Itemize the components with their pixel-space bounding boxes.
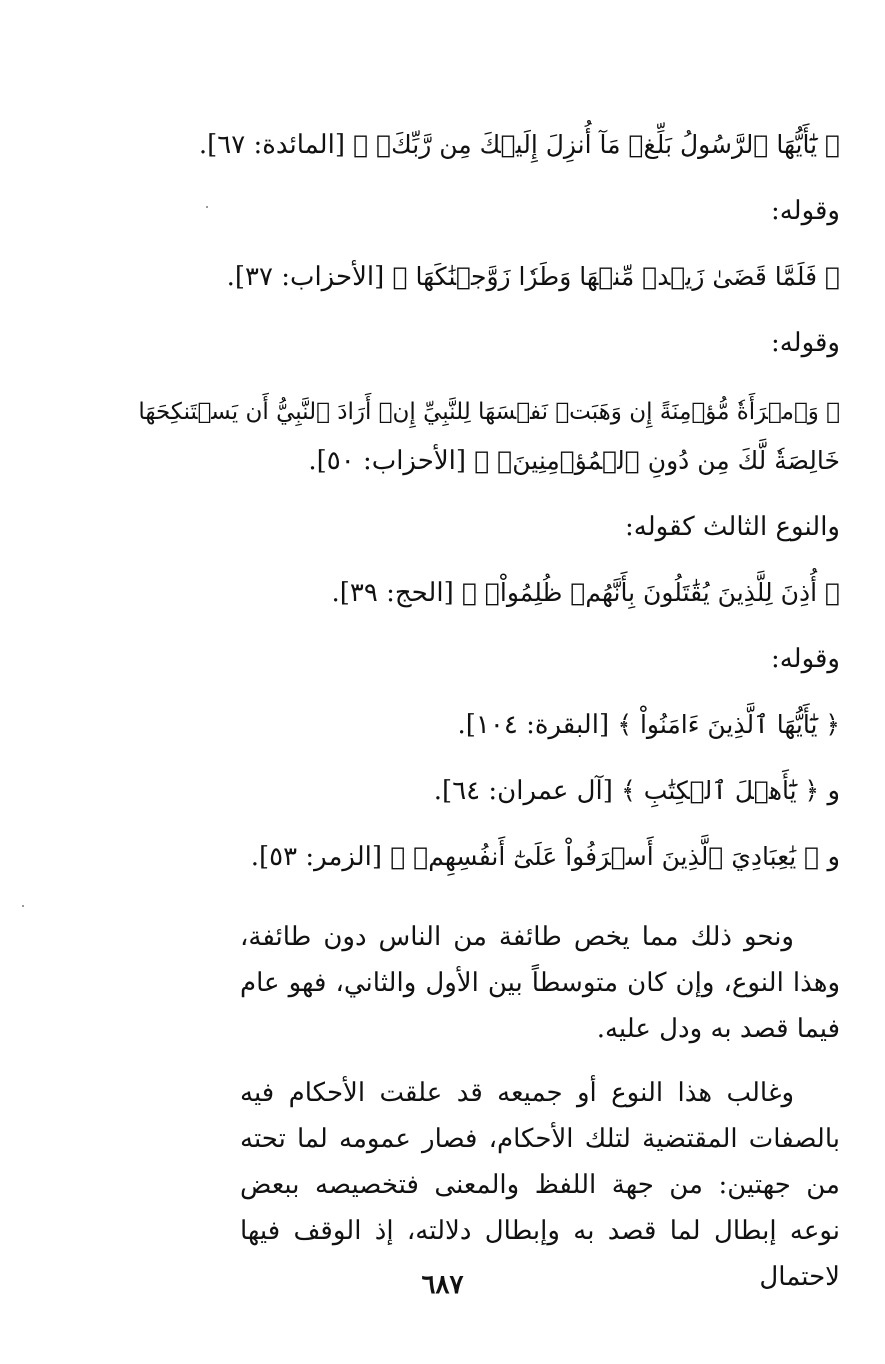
- verse-reference: [الأحزاب: ٥٠].: [308, 446, 467, 476]
- verse-reference: [المائدة: ٦٧].: [198, 130, 345, 160]
- line-text: وقوله:: [770, 644, 840, 674]
- verse-line-8: [240, 560, 840, 626]
- verse-line-6: [240, 436, 840, 486]
- text-line-4: [240, 310, 840, 376]
- quran-verse: ﴿ يَٰٓأَيُّهَا ٱلرَّسُولُ بَلِّغۡ مَآ أُنزِلَ إِلَيۡكَ مِن رَّبِّكَۖ ﴾: [353, 130, 840, 159]
- verse-line-12: [240, 824, 840, 890]
- verse-line-10: [240, 692, 840, 758]
- page-body: [138, 112, 840, 1300]
- quran-verse: ﴿ أُذِنَ لِلَّذِينَ يُقَٰتَلُونَ بِأَنَّهُمۡ ظُلِمُواْۚ ﴾: [461, 578, 840, 607]
- quran-verse: خَالِصَةٗ لَّكَ مِن دُونِ ٱلۡمُؤۡمِنِينَۗ ﴾: [474, 446, 840, 475]
- paragraph-1: [240, 914, 840, 1052]
- text-line-7: [240, 494, 840, 560]
- quran-verse: ﴿ يَٰٓأَيُّهَا ٱلَّذِينَ ءَامَنُواْ ﴾: [617, 710, 840, 739]
- text-line-9: [240, 626, 840, 692]
- paragraph-2: [240, 1070, 840, 1300]
- verse-line-3: [226, 244, 840, 310]
- scan-speck: [206, 206, 208, 208]
- verse-reference: [الأحزاب: ٣٧].: [226, 262, 385, 292]
- quran-verse: ﴿ يَٰعِبَادِيَ ٱلَّذِينَ أَسۡرَفُواْ عَلَىٰٓ أَنفُسِهِمۡ ﴾: [390, 842, 820, 871]
- verse-line-11: [240, 758, 840, 824]
- verse-reference: [الزمر: ٥٣].: [250, 842, 383, 872]
- line-text: وقوله:: [770, 328, 840, 358]
- line-text: وقوله:: [770, 196, 840, 226]
- paragraph-text: ونحو ذلك مما يخص طائفة من الناس دون طائفة، وهذا النوع، وإن كان متوسطاً بين الأول والثاني، فهو عام فيما قصد به ودل عليه.: [240, 922, 840, 1044]
- verse-reference: [البقرة: ١٠٤].: [457, 710, 610, 740]
- verse-reference: [آل عمران: ٦٤].: [433, 776, 613, 806]
- page-number: ٦٨٧: [421, 1270, 464, 1300]
- quran-verse: ﴿ فَلَمَّا قَضَىٰ زَيۡدٞ مِّنۡهَا وَطَرٗا زَوَّجۡنَٰكَهَا ﴾: [392, 262, 840, 291]
- quran-verse: ﴿ وَٱمۡرَأَةٗ مُّؤۡمِنَةً إِن وَهَبَتۡ نَفۡسَهَا لِلنَّبِيِّ إِنۡ أَرَادَ ٱلنَّبِيُّ أَن يَسۡتَنكِحَهَا: [138, 399, 840, 425]
- line-prefix: و: [827, 776, 840, 806]
- verse-reference: [الحج: ٣٩].: [331, 578, 454, 608]
- line-prefix: و: [827, 842, 840, 872]
- paragraph-text: وغالب هذا النوع أو جميعه قد علقت الأحكام فيه بالصفات المقتضية لتلك الأحكام، فصار عمومه لما تحته من جهتين: من جهة اللفظ والمعنى فتخصيصه ببعض نوعه إبطال لما قصد به وإبطال دلالته، إذ الوقف فيها لاحتمال: [240, 1078, 840, 1292]
- verse-line-1: [198, 112, 840, 178]
- quran-verse: ﴿ يَٰٓأَهۡلَ ٱلۡكِتَٰبِ ﴾: [621, 776, 820, 805]
- line-text: والنوع الثالث كقوله:: [625, 512, 840, 542]
- text-line-2: [240, 178, 840, 244]
- verse-line-5: [138, 386, 840, 436]
- scan-speck: [22, 905, 24, 907]
